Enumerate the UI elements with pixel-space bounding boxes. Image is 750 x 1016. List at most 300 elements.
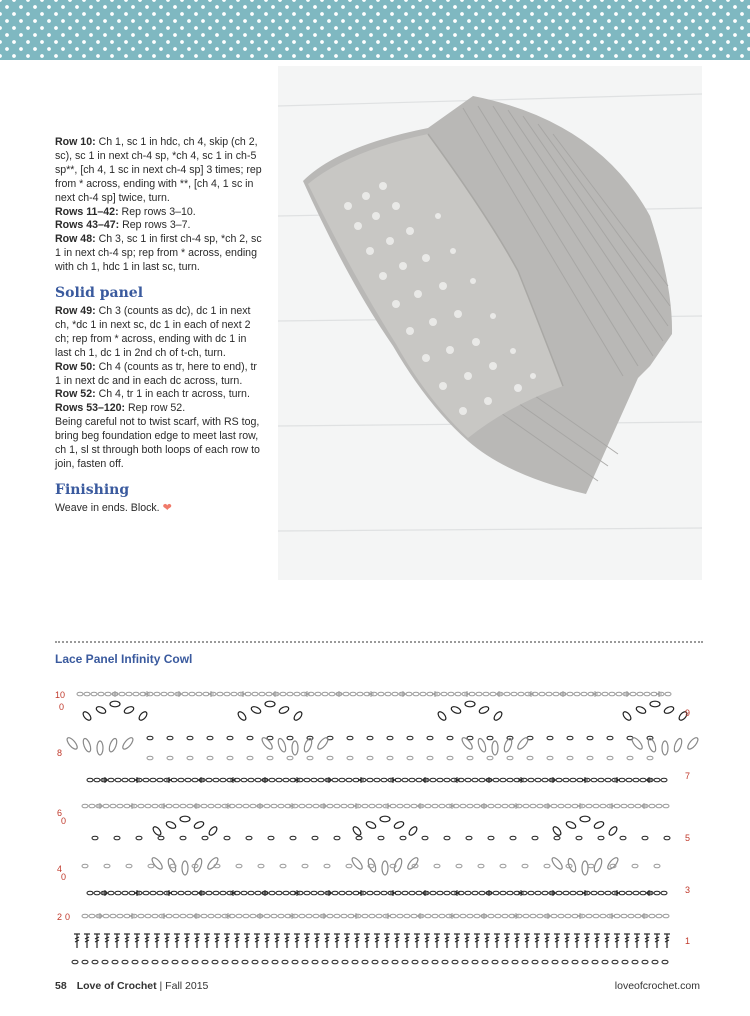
chart-symbol	[522, 960, 528, 964]
chart-symbol	[206, 856, 220, 871]
chart-symbol	[622, 960, 628, 964]
chart-symbol	[570, 891, 576, 895]
site-url[interactable]: loveofcrochet.com	[614, 980, 700, 992]
chart-symbol	[434, 864, 440, 868]
chart-symbol	[593, 914, 599, 918]
chart-symbol	[217, 692, 223, 696]
chart-symbol	[313, 804, 319, 808]
chart-symbol	[642, 960, 648, 964]
chart-symbol	[255, 778, 261, 782]
chart-symbol	[632, 960, 638, 964]
chart-symbol	[620, 836, 626, 840]
chart-symbol	[387, 756, 393, 760]
row-label-6: 6	[57, 808, 63, 818]
solid-panel-heading: Solid panel	[55, 285, 144, 302]
chart-symbol	[192, 960, 198, 964]
chart-symbol	[278, 914, 284, 918]
chart-symbol	[89, 804, 95, 808]
chart-symbol	[478, 705, 489, 714]
chart-symbol	[138, 710, 149, 721]
chart-symbol	[374, 891, 380, 895]
chart-symbol	[528, 891, 534, 895]
chart-symbol	[318, 891, 324, 895]
chart-symbol	[108, 778, 114, 782]
chart-symbol	[626, 778, 632, 782]
chart-symbol	[661, 891, 667, 895]
chart-symbol	[628, 804, 634, 808]
chart-symbol	[231, 692, 237, 696]
chart-symbol	[126, 864, 132, 868]
chart-symbol	[626, 891, 632, 895]
chart-symbol	[213, 778, 219, 782]
chart-symbol	[182, 861, 188, 875]
chart-symbol	[316, 736, 330, 751]
chart-symbol	[444, 891, 450, 895]
polka-dot-banner	[0, 0, 750, 60]
chart-symbol	[104, 864, 110, 868]
cowl-photo	[278, 66, 702, 580]
chart-symbol	[82, 710, 93, 721]
chart-symbol	[488, 804, 494, 808]
chart-symbol	[587, 736, 593, 740]
chart-symbol	[236, 864, 242, 868]
chart-symbol	[647, 738, 657, 753]
chart-symbol	[347, 736, 353, 740]
chart-symbol	[215, 804, 221, 808]
chart-symbol	[185, 778, 191, 782]
chart-symbol	[539, 692, 545, 696]
chart-symbol	[117, 914, 123, 918]
chart-symbol	[362, 960, 368, 964]
chart-symbol	[267, 756, 273, 760]
chart-symbol	[493, 891, 499, 895]
chart-symbol	[479, 778, 485, 782]
chart-symbol	[315, 692, 321, 696]
chart-symbol	[248, 778, 254, 782]
chart-symbol	[372, 960, 378, 964]
chart-symbol	[649, 804, 655, 808]
row-label-10-0: 0	[59, 702, 65, 712]
chart-symbol	[167, 756, 173, 760]
chart-symbol	[465, 891, 471, 895]
chart-symbol	[312, 960, 318, 964]
chart-symbol	[472, 960, 478, 964]
chart-symbol	[341, 914, 347, 918]
row-label-7: 7	[685, 771, 691, 781]
chart-symbol	[409, 891, 415, 895]
chart-symbol	[661, 778, 667, 782]
chart-symbol	[150, 891, 156, 895]
chart-symbol	[397, 804, 403, 808]
chart-symbol	[530, 804, 536, 808]
chart-symbol	[222, 960, 228, 964]
chart-symbol	[381, 891, 387, 895]
chart-symbol	[448, 692, 454, 696]
chart-symbol	[332, 778, 338, 782]
chart-symbol	[157, 778, 163, 782]
chart-symbol	[173, 804, 179, 808]
chart-symbol	[365, 820, 376, 829]
chart-symbol	[635, 705, 646, 714]
chart-symbol	[147, 756, 153, 760]
chart-symbol	[554, 836, 560, 840]
chart-symbol	[84, 692, 90, 696]
join-instructions: Being careful not to twist scarf, with RS tog, bring beg foundation edge to meet last row, ch 1, sl st through both loops of each row to join, fasten off.	[55, 416, 260, 470]
chart-symbol	[437, 710, 448, 721]
chart-symbol	[392, 960, 398, 964]
chart-symbol	[450, 705, 461, 714]
chart-symbol	[500, 778, 506, 782]
chart-symbol	[467, 804, 473, 808]
chart-symbol	[342, 960, 348, 964]
chart-symbol	[187, 804, 193, 808]
chart-symbol	[547, 756, 553, 760]
chart-symbol	[306, 804, 312, 808]
row-label-6-0: 0	[61, 816, 67, 826]
chart-symbol	[72, 960, 78, 964]
chart-symbol	[369, 804, 375, 808]
chart-symbol	[178, 778, 184, 782]
chart-symbol	[427, 736, 433, 740]
chart-symbol	[259, 692, 265, 696]
chart-symbol	[478, 864, 484, 868]
chart-symbol	[502, 914, 508, 918]
row-label-4-0: 0	[61, 872, 67, 882]
chart-symbol	[252, 692, 258, 696]
chart-symbol	[598, 836, 604, 840]
chart-symbol	[241, 778, 247, 782]
chart-symbol	[598, 778, 604, 782]
row-label-8: 8	[57, 748, 63, 758]
chart-symbol	[202, 836, 208, 840]
chart-symbol	[304, 778, 310, 782]
page-footer	[55, 980, 700, 992]
finishing-text: Weave in ends. Block. ❤	[55, 501, 172, 514]
chart-symbol	[411, 914, 417, 918]
chart-symbol	[278, 804, 284, 808]
chart-symbol	[664, 836, 670, 840]
chart-symbol	[304, 891, 310, 895]
chart-symbol	[556, 891, 562, 895]
chart-symbol	[243, 914, 249, 918]
chart-symbol	[292, 741, 298, 755]
chart-symbol	[367, 778, 373, 782]
chart-symbol	[110, 701, 120, 707]
chart-symbol	[444, 778, 450, 782]
chart-symbol	[503, 738, 513, 753]
chart-symbol	[247, 756, 253, 760]
chart-symbol	[82, 960, 88, 964]
chart-symbol	[598, 891, 604, 895]
chart-symbol	[476, 692, 482, 696]
row-label-1: 1	[685, 936, 691, 946]
chart-symbol	[635, 804, 641, 808]
chart-symbol	[133, 692, 139, 696]
chart-symbol	[367, 736, 373, 740]
chart-symbol	[327, 756, 333, 760]
chart-symbol	[632, 864, 638, 868]
chart-symbol	[178, 891, 184, 895]
chart-symbol	[656, 804, 662, 808]
chart-symbol	[635, 914, 641, 918]
chart-symbol	[82, 914, 88, 918]
chart-symbol	[570, 778, 576, 782]
chart-symbol	[189, 692, 195, 696]
chart-symbol	[425, 804, 431, 808]
issue: | Fall 2015	[156, 980, 209, 992]
chart-symbol	[532, 960, 538, 964]
chart-symbol	[447, 756, 453, 760]
chart-symbol	[206, 891, 212, 895]
chart-symbol	[562, 960, 568, 964]
chart-symbol	[432, 804, 438, 808]
row-label-5: 5	[685, 833, 691, 843]
chart-symbol	[644, 692, 650, 696]
chart-symbol	[264, 914, 270, 918]
chart-symbol	[430, 778, 436, 782]
row-label-3: 3	[685, 885, 691, 895]
chart-symbol	[662, 960, 668, 964]
chart-symbol	[663, 914, 669, 918]
chart-symbol	[492, 741, 498, 755]
chart-symbol	[602, 692, 608, 696]
chart-symbol	[462, 960, 468, 964]
chart-symbol	[119, 692, 125, 696]
chart-symbol	[460, 804, 466, 808]
chart-symbol	[102, 960, 108, 964]
chart-symbol	[327, 804, 333, 808]
chart-symbol	[686, 736, 700, 751]
chart-symbol	[408, 825, 419, 836]
chart-symbol	[212, 960, 218, 964]
chart-symbol	[504, 692, 510, 696]
chart-symbol	[182, 960, 188, 964]
chart-symbol	[621, 804, 627, 808]
chart-symbol	[147, 736, 153, 740]
chart-symbol	[432, 914, 438, 918]
chart-symbol	[346, 778, 352, 782]
chart-symbol	[547, 736, 553, 740]
finishing-heading: Finishing	[55, 481, 130, 498]
row-50: Row 50: Ch 4 (counts as tr, here to end), tr 1 in next dc and in each dc across, turn.	[55, 360, 257, 387]
chart-symbol	[673, 738, 683, 753]
chart-symbol	[292, 960, 298, 964]
chart-symbol	[474, 914, 480, 918]
chart-symbol	[544, 864, 550, 868]
chart-symbol	[591, 891, 597, 895]
chart-symbol	[201, 914, 207, 918]
chart-symbol	[202, 960, 208, 964]
chart-symbol	[152, 960, 158, 964]
chart-symbol	[122, 960, 128, 964]
chart-symbol	[227, 736, 233, 740]
chart-symbol	[136, 836, 142, 840]
chart-symbol	[94, 778, 100, 782]
chart-symbol	[432, 960, 438, 964]
chart-symbol	[271, 804, 277, 808]
chart-symbol	[180, 804, 186, 808]
chart-symbol	[507, 756, 513, 760]
chart-symbol	[393, 820, 404, 829]
chart-symbol	[95, 705, 106, 714]
chart-symbol	[165, 820, 176, 829]
chart-symbol	[152, 804, 158, 808]
chart-symbol	[592, 960, 598, 964]
chart-symbol	[187, 914, 193, 918]
chart-symbol	[162, 960, 168, 964]
chart-symbol	[122, 891, 128, 895]
chart-symbol	[132, 960, 138, 964]
chart-symbol	[530, 914, 536, 918]
chart-symbol	[621, 914, 627, 918]
chart-symbol	[522, 864, 528, 868]
chart-symbol	[268, 836, 274, 840]
chart-symbol	[663, 804, 669, 808]
chart-symbol	[422, 960, 428, 964]
chart-symbol	[299, 804, 305, 808]
row-label-2: 2	[57, 912, 63, 922]
chart-symbol	[565, 820, 576, 829]
chart-symbol	[346, 891, 352, 895]
chart-symbol	[608, 825, 619, 836]
chart-symbol	[92, 960, 98, 964]
chart-symbol	[294, 692, 300, 696]
chart-symbol	[378, 836, 384, 840]
chart-symbol	[248, 891, 254, 895]
row-label-4: 4	[57, 864, 63, 874]
chart-symbol	[108, 738, 118, 753]
chart-symbol	[558, 914, 564, 918]
chart-symbol	[334, 836, 340, 840]
chart-symbol	[187, 756, 193, 760]
magazine-name: Love of Crochet	[76, 980, 157, 992]
chart-symbol	[367, 891, 373, 895]
chart-symbol	[277, 738, 287, 753]
chart-symbol	[430, 891, 436, 895]
chart-symbol	[493, 778, 499, 782]
chart-symbol	[185, 891, 191, 895]
rows-43-47: Rows 43–47: Rep rows 3–7.	[55, 219, 191, 232]
chart-symbol	[528, 778, 534, 782]
chart-symbol	[483, 692, 489, 696]
rows-11-42: Rows 11–42: Rep rows 3–10.	[55, 205, 196, 218]
chart-symbol	[477, 738, 487, 753]
chart-symbol	[455, 692, 461, 696]
chart-symbol	[150, 856, 164, 871]
chart-symbol	[649, 914, 655, 918]
chart-symbol	[500, 864, 506, 868]
chart-symbol	[224, 692, 230, 696]
chart-symbol	[255, 891, 261, 895]
chart-symbol	[89, 914, 95, 918]
chart-symbol	[637, 692, 643, 696]
chart-symbol	[406, 692, 412, 696]
chart-symbol	[551, 804, 557, 808]
chart-symbol	[334, 804, 340, 808]
chart-symbol	[535, 778, 541, 782]
chart-symbol	[567, 692, 573, 696]
chart-symbol	[148, 864, 154, 868]
chart-symbol	[92, 836, 98, 840]
chart-symbol	[550, 856, 564, 871]
chart-symbol	[628, 914, 634, 918]
chart-symbol	[588, 864, 594, 868]
row-48: Row 48: Ch 3, sc 1 in first ch-4 sp, *ch 2, sc 1 in next ch-4 sp; rep from * across, ending with ch 1, hdc 1 in last sc, turn.	[55, 233, 262, 274]
chart-symbol	[482, 960, 488, 964]
chart-symbol	[241, 891, 247, 895]
chart-symbol	[247, 736, 253, 740]
chart-symbol	[327, 914, 333, 918]
chart-symbol	[356, 836, 362, 840]
chart-symbol	[302, 864, 308, 868]
chart-symbol	[206, 778, 212, 782]
chart-symbol	[542, 891, 548, 895]
chart-symbol	[332, 891, 338, 895]
chart-symbol	[378, 692, 384, 696]
chart-symbol	[487, 736, 493, 740]
chart-symbol	[299, 914, 305, 918]
chart-symbol	[407, 736, 413, 740]
chart-symbol	[593, 820, 604, 829]
chart-symbol	[439, 914, 445, 918]
chart-symbol	[413, 692, 419, 696]
chart-symbol	[642, 836, 648, 840]
chart-symbol	[460, 914, 466, 918]
chart-symbol	[250, 804, 256, 808]
chart-symbol	[558, 804, 564, 808]
chart-symbol	[572, 960, 578, 964]
chart-symbol	[507, 778, 513, 782]
chart-symbol	[115, 778, 121, 782]
chart-symbol	[142, 960, 148, 964]
chart-symbol	[416, 778, 422, 782]
heart-icon: ❤	[162, 501, 172, 514]
chart-symbol	[472, 891, 478, 895]
chart-symbol	[487, 756, 493, 760]
chart-symbol	[312, 836, 318, 840]
chart-symbol	[616, 692, 622, 696]
stitch-rows	[65, 691, 699, 964]
chart-symbol	[278, 705, 289, 714]
chart-symbol	[662, 741, 668, 755]
chart-symbol	[456, 864, 462, 868]
chart-symbol	[264, 804, 270, 808]
chart-symbol	[97, 741, 103, 755]
chart-symbol	[376, 914, 382, 918]
chart-symbol	[665, 692, 671, 696]
chart-symbol	[400, 836, 406, 840]
chart-symbol	[392, 692, 398, 696]
chart-symbol	[110, 804, 116, 808]
chart-symbol	[495, 804, 501, 808]
chart-symbol	[437, 891, 443, 895]
chart-symbol	[369, 914, 375, 918]
chart-symbol	[437, 778, 443, 782]
chart-symbol	[393, 858, 403, 873]
chart-symbol	[387, 736, 393, 740]
chart-symbol	[479, 891, 485, 895]
chart-symbol	[407, 756, 413, 760]
chart-symbol	[465, 701, 475, 707]
chart-symbol	[246, 836, 252, 840]
chart-symbol	[472, 778, 478, 782]
chart-symbol	[150, 778, 156, 782]
chart-symbol	[306, 914, 312, 918]
chart-symbol	[593, 804, 599, 808]
chart-symbol	[82, 738, 92, 753]
chart-symbol	[542, 778, 548, 782]
chart-symbol	[409, 778, 415, 782]
